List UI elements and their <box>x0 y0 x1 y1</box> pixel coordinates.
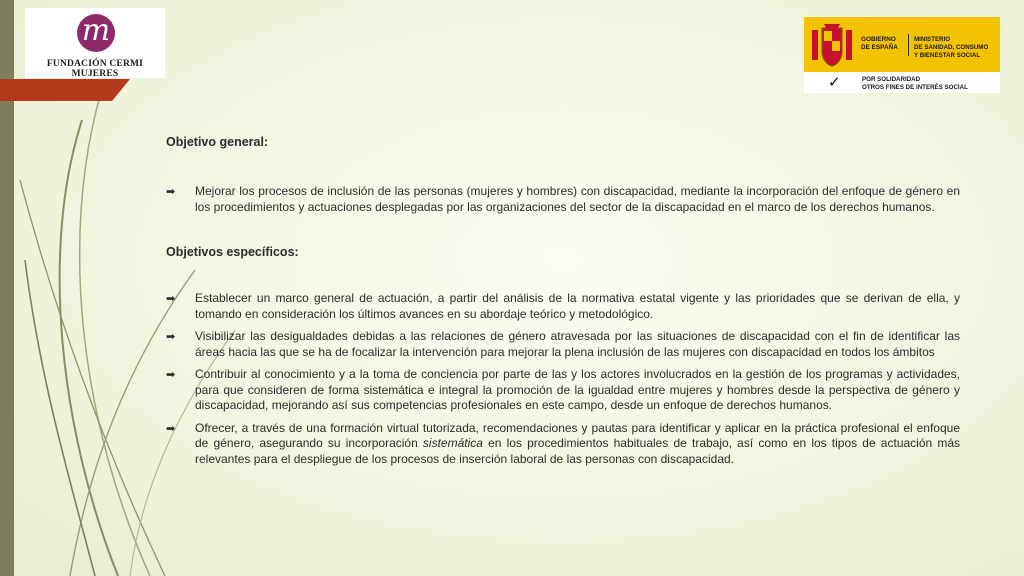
logo-org-name: FUNDACIÓN CERMI MUJERES <box>46 59 144 79</box>
arrow-right-icon: ➡ <box>166 186 176 198</box>
list-item-text: Establecer un marco general de actuación, a partir del análisis de la normativa estatal vigente y las prioridades que se derivan de ella, y tomando en consideración los últimos avances en su abordaje teórico y metodológico. <box>195 291 960 321</box>
specific-objectives-heading: Objetivos específicos: <box>166 245 299 259</box>
general-objective-list <box>166 184 960 215</box>
list-item-text: Mejorar los procesos de inclusión de las personas (mujeres y hombres) con discapacidad, mediante la incorporación del enfoque de género en los procedimientos y actuaciones desplegadas por las organizaciones del sector de la discapacidad en el marco de los derechos humanos. <box>195 184 960 214</box>
por-solidaridad-text: POR SOLIDARIDAD OTROS FINES DE INTERÉS SOCIAL <box>862 76 968 91</box>
list-item <box>166 367 960 414</box>
logo-divider <box>908 34 909 56</box>
list-item <box>166 184 960 215</box>
checkmark-icon: ✓ <box>828 74 841 91</box>
list-item <box>166 329 960 360</box>
specific-objectives-list <box>166 291 960 467</box>
list-item-text: Visibilizar las desigualdades debidas a las relaciones de género atravesada por las situaciones de discapacidad con el fin de identificar las áreas hacia las que se ha de focalizar la intervención para mejorar la plena inclusión de las mujeres con discapacidad en todos los ámbitos <box>195 329 960 359</box>
ministerio-logo <box>804 17 1000 93</box>
fundacion-cermi-mujeres-logo <box>25 8 165 78</box>
slide-content <box>166 135 960 467</box>
ministerio-text: MINISTERIO DE SANIDAD, CONSUMO Y BIENESTAR SOCIAL <box>914 36 989 59</box>
emphasis-text: sistemática <box>422 436 483 450</box>
arrow-right-icon: ➡ <box>166 422 176 435</box>
gobierno-de-espana-text: GOBIERNO DE ESPAÑA <box>861 36 898 51</box>
red-accent-band <box>0 79 130 101</box>
list-item-text: Contribuir al conocimiento y a la toma de conciencia por parte de las y los actores involucrados en la gestión de los programas y actividades, para que consideren de forma sistemática e integral la promoción de la igualdad entre mujeres y hombres desde la perspectiva de género y discapacidad, mejorando así sus competencias profesionales en este campo, desde un enfoque de derechos humanos. <box>195 367 960 412</box>
general-objective-heading: Objetivo general: <box>166 135 269 149</box>
arrow-right-icon: ➡ <box>166 293 176 305</box>
list-item-text: Ofrecer, a través de una formación virtual tutorizada, recomendaciones y pautas para identificar y aplicar en la práctica profesional el enfoque de género, asegurando su incorporación sistemática en los procedimientos habituales de trabajo, así como en los tipos de actuación más relevantes para el despliegue de los procesos de inserción laboral de las personas con discapacidad. <box>195 420 961 466</box>
cermi-monogram: m <box>77 14 115 52</box>
arrow-right-icon: ➡ <box>166 369 176 381</box>
list-item <box>166 291 960 322</box>
arrow-right-icon: ➡ <box>166 331 176 343</box>
list-item <box>166 421 960 468</box>
spain-coat-of-arms-icon <box>810 22 854 68</box>
